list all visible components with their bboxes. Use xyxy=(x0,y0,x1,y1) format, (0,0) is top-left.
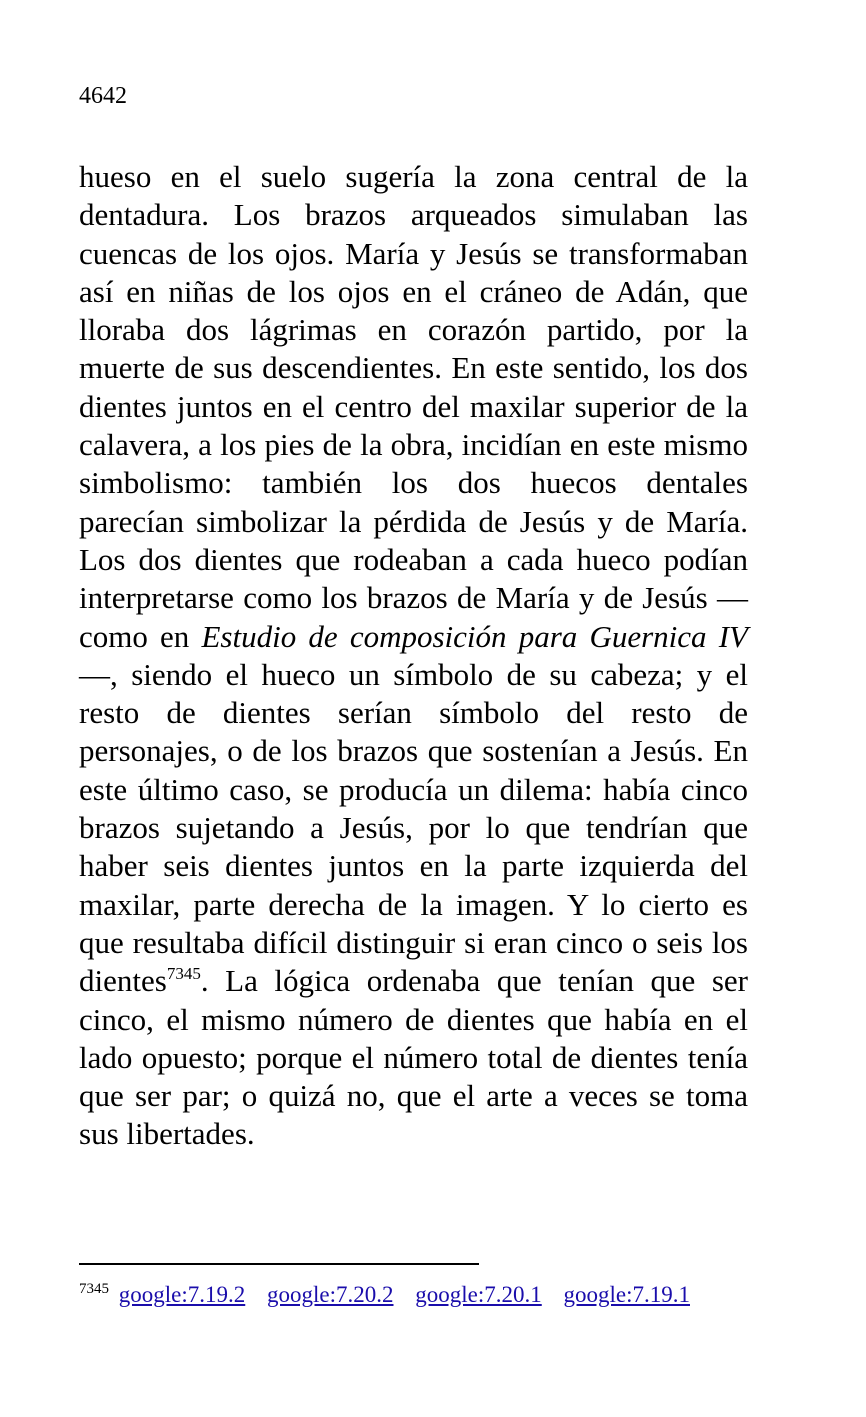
footnote-link-1[interactable]: google:7.19.2 xyxy=(118,1282,246,1307)
footnote xyxy=(79,1280,779,1310)
footnote-separator xyxy=(79,1263,479,1265)
body-text-part-2: —, siendo el hueco un símbolo de su cabeza; y el resto de dientes serían símbolo del resto de personajes, o de los brazos que sostenían a Jesús. En este último caso, se producía un dilema: había cinco brazos sujetando a Jesús, por lo que tendrían que haber seis dientes juntos en la parte izquierda del maxilar, parte derecha de la imagen. Y lo cierto es que resultaba difícil distinguir si eran cinco o seis los dientes xyxy=(79,656,748,999)
page-number: 4642 xyxy=(79,83,127,109)
artwork-title: Estudio de composición para Guernica IV xyxy=(201,618,748,654)
footnote-link-2[interactable]: google:7.20.2 xyxy=(267,1282,394,1307)
footnote-number: 7345 xyxy=(79,1281,109,1297)
body-paragraph xyxy=(79,158,748,1154)
body-text-part-3: . La lógica ordenaba que tenían que ser cinco, el mismo número de dientes que había en el lado opuesto; porque el número total de dientes tenía que ser par; o quizá no, que el arte a veces se toma sus libertades. xyxy=(79,963,748,1152)
footnote-reference[interactable]: 7345 xyxy=(166,964,201,984)
body-text-part-1: hueso en el suelo sugería la zona central de la dentadura. Los brazos arqueados simulaban las cuencas de los ojos. María y Jesús se transformaban así en niñas de los ojos en el cráneo de Adán, que lloraba dos lágrimas en corazón partido, por la muerte de sus descendientes. En este sentido, los dos dientes juntos en el centro del maxilar superior de la calavera, a los pies de la obra, incidían en este mismo simbolismo: también los dos huecos dentales parecían simbolizar la pérdida de Jesús y de María. Los dos dientes que rodeaban a cada hueco podían interpretarse como los brazos de María y de Jesús —como en xyxy=(79,159,748,654)
footnote-link-4[interactable]: google:7.19.1 xyxy=(563,1282,690,1307)
footnote-link-3[interactable]: google:7.20.1 xyxy=(415,1282,542,1307)
